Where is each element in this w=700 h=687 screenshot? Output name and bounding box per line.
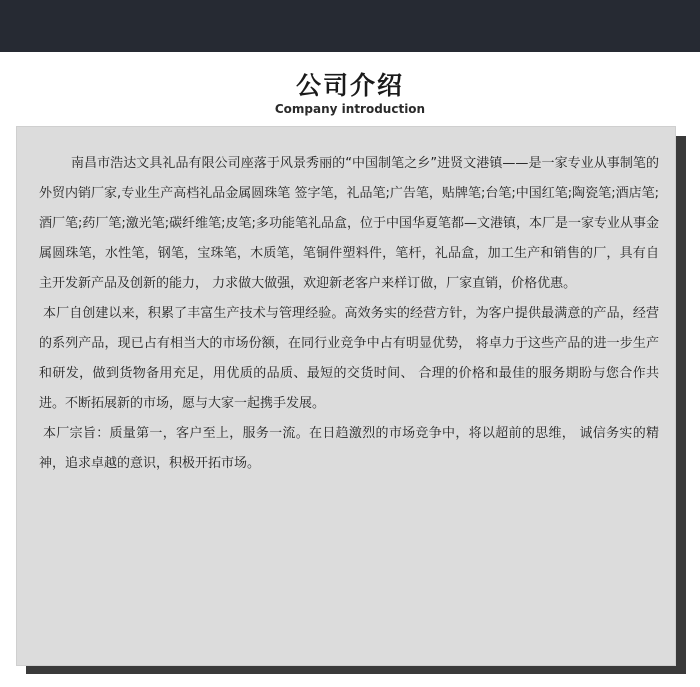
page-title: 公司介绍 [295, 71, 404, 100]
intro-paragraph-1: 南昌市浩达文具礼品有限公司座落于风景秀丽的“中国制笔之乡”进贤文港镇——是一家专业从事制笔的外贸内销厂家,专业生产高档礼品金属圆珠笔 签字笔，礼品笔;广告笔，贴牌笔;台笔;中国红笔;陶瓷笔;酒店笔;酒厂笔;药厂笔;激光笔;碳纤维笔;皮笔;多功能笔礼品盒，位于中国华夏笔都—文港镇，本厂是一家专业从事金属圆珠笔，水性笔，钢笔，宝珠笔，木质笔，笔铜件塑料件，笔杆，礼品盒，加工生产和销售的厂，具有自主开发新产品及创新的能力， 力求做大做强，欢迎新老客户来样订做，厂家直销，价格优惠。 [39, 156, 659, 291]
page-subtitle: Company introduction [274, 102, 426, 116]
intro-panel [16, 126, 676, 666]
section-heading [0, 70, 700, 116]
intro-paragraph-2: 本厂自创建以来，积累了丰富生产技术与管理经验。高效务实的经营方针，为客户提供最满意的产品，经营的系列产品，现已占有相当大的市场份额，在同行业竞争中占有明显优势， 将卓力于这些产品的进一步生产和研发，做到货物备用充足，用优质的品质、最短的交货时间、 合理的价格和最佳的服务期盼与您合作共进。不断拓展新的市场，愿与大家一起携手发展。 [39, 306, 659, 411]
intro-paragraph-3: 本厂宗旨：质量第一，客户至上，服务一流。在日趋激烈的市场竞争中，将以超前的思维， 诚信务实的精神，追求卓越的意识，积极开拓市场。 [39, 426, 659, 471]
top-header-bar [0, 0, 700, 52]
